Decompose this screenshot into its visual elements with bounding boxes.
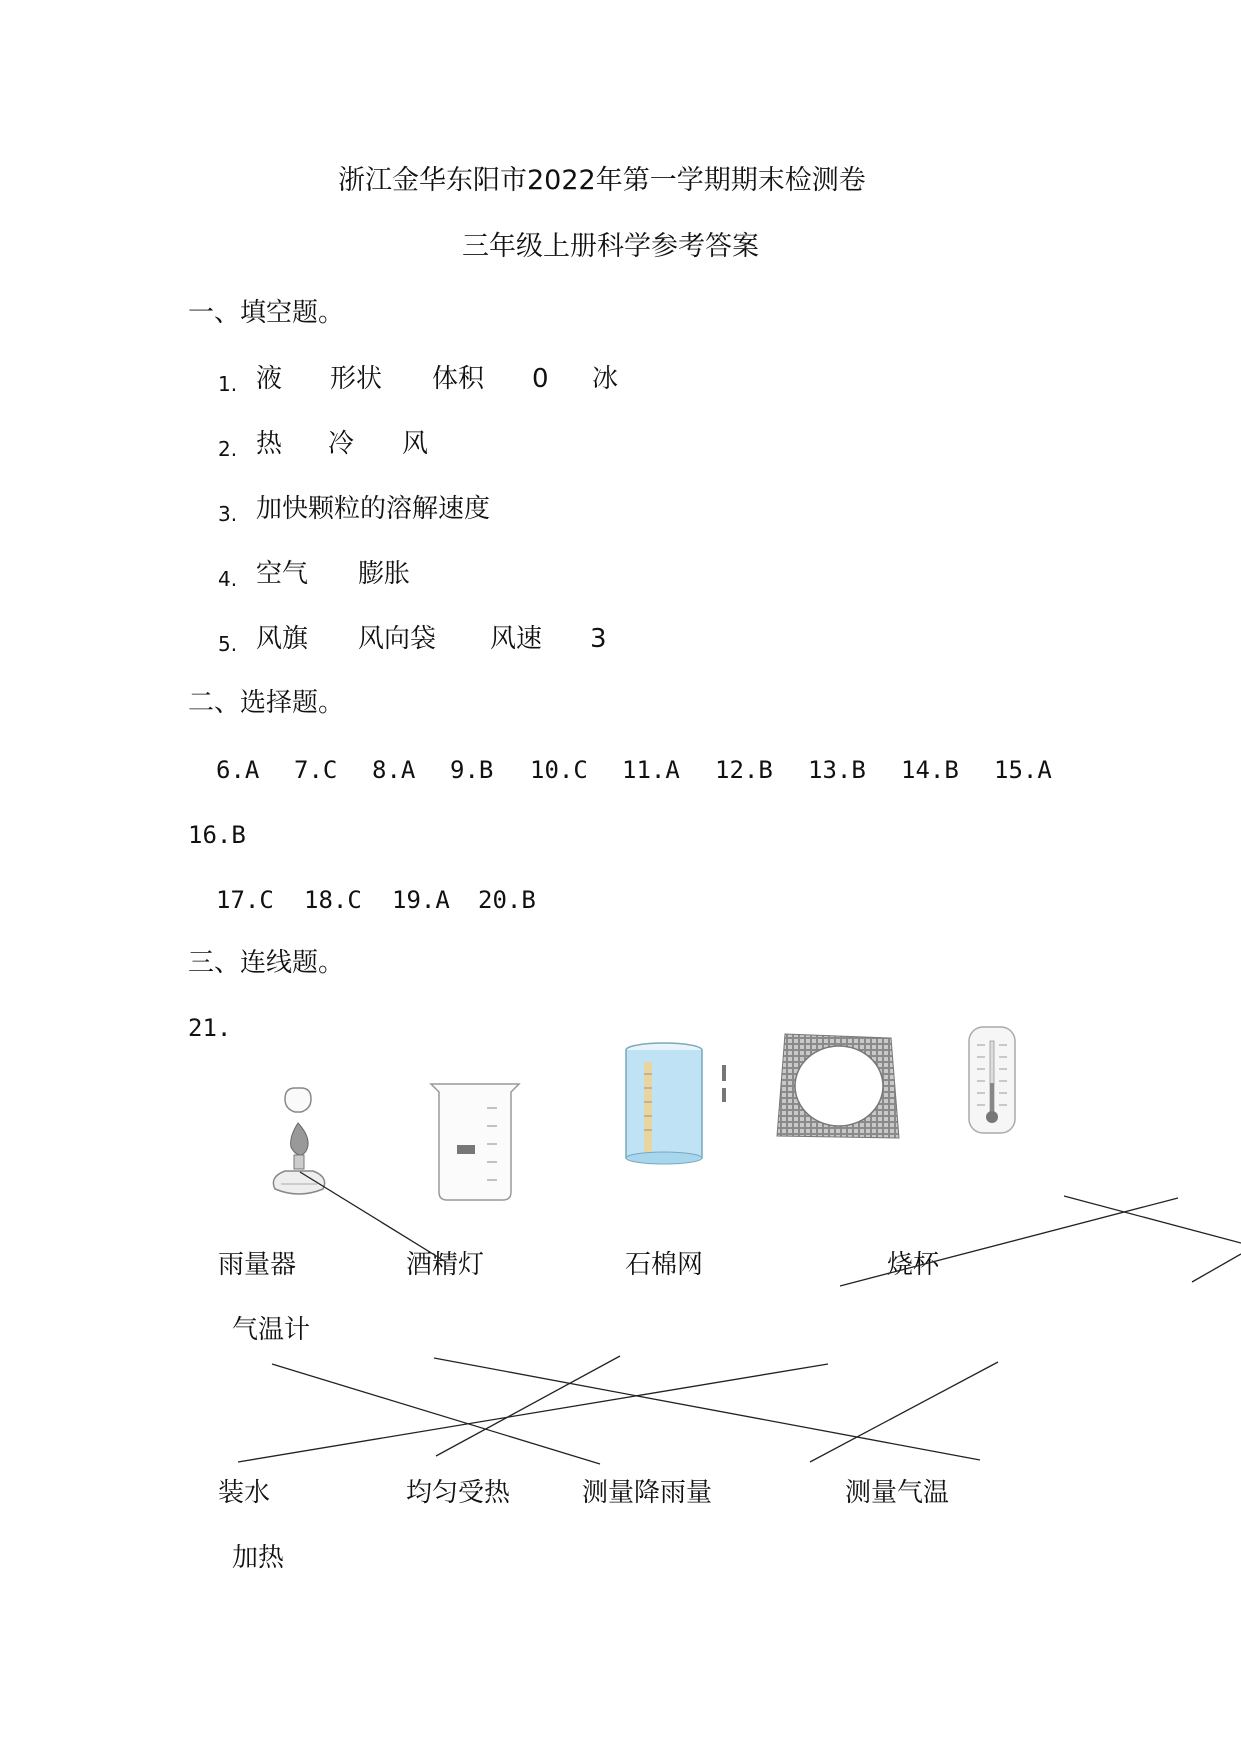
choice-answer: 6.A (216, 756, 260, 784)
question-number: 21. (188, 1014, 232, 1042)
answer: 形状 (330, 364, 383, 394)
choice-answer: 8.A (372, 756, 416, 784)
answer: 加快颗粒的溶解速度 (256, 494, 491, 524)
instrument-name-asbestos-net: 石棉网 (625, 1250, 704, 1280)
choice-answer: 14.B (901, 756, 959, 784)
use-heating: 加热 (232, 1543, 285, 1573)
matching-line (238, 1364, 828, 1462)
matching-line (1192, 1254, 1241, 1282)
answer: 冷 (328, 429, 355, 459)
item-number: 1. (218, 372, 238, 396)
answer: 风向袋 (358, 624, 437, 654)
matching-line (436, 1356, 620, 1456)
choice-answer: 15.A (994, 756, 1052, 784)
instrument-name-thermometer: 气温计 (232, 1315, 311, 1345)
choice-answer: 18.C (304, 886, 362, 914)
section-heading-fill-blank: 一、填空题。 (188, 298, 345, 328)
use-heat-evenly: 均匀受热 (406, 1478, 511, 1508)
matching-line (810, 1362, 998, 1462)
use-measure-temperature: 测量气温 (845, 1478, 950, 1508)
answer: 空气 (256, 559, 309, 589)
item-number: 5. (218, 632, 238, 656)
choice-answer: 9.B (450, 756, 494, 784)
matching-line (840, 1198, 1178, 1286)
answer: 风速 (490, 624, 543, 654)
answer: 风旗 (256, 624, 309, 654)
use-hold-water: 装水 (218, 1478, 271, 1508)
document-title: 浙江金华东阳市2022年第一学期期末检测卷 (338, 165, 866, 196)
item-number: 3. (218, 502, 238, 526)
matching-line (434, 1358, 980, 1460)
item-number: 4. (218, 567, 238, 591)
answer: 3 (590, 624, 607, 654)
instrument-name-beaker: 烧杯 (887, 1250, 940, 1280)
answer: 冰 (592, 364, 619, 394)
choice-answer: 10.C (530, 756, 588, 784)
section-heading-choice: 二、选择题。 (188, 688, 345, 718)
answer: 风 (402, 429, 429, 459)
document-subtitle: 三年级上册科学参考答案 (462, 231, 759, 262)
choice-answer: 7.C (294, 756, 338, 784)
matching-line (300, 1172, 446, 1262)
instrument-name-rain-gauge: 雨量器 (218, 1250, 297, 1280)
matching-line (272, 1364, 600, 1464)
use-measure-rainfall: 测量降雨量 (582, 1478, 713, 1508)
instrument-name-alcohol-lamp: 酒精灯 (406, 1250, 485, 1280)
answer: 体积 (432, 364, 485, 394)
item-number: 2. (218, 437, 238, 461)
answer: 液 (256, 364, 283, 394)
answer: 0 (532, 364, 549, 394)
answer: 热 (256, 429, 283, 459)
choice-answer: 13.B (808, 756, 866, 784)
choice-answer: 17.C (216, 886, 274, 914)
answer: 膨胀 (358, 559, 411, 589)
matching-line (1064, 1196, 1241, 1243)
choice-answer: 16.B (188, 821, 246, 849)
choice-answer: 20.B (478, 886, 536, 914)
choice-answer: 19.A (392, 886, 450, 914)
choice-answer: 12.B (715, 756, 773, 784)
choice-answer: 11.A (622, 756, 680, 784)
section-heading-matching: 三、连线题。 (188, 948, 345, 978)
